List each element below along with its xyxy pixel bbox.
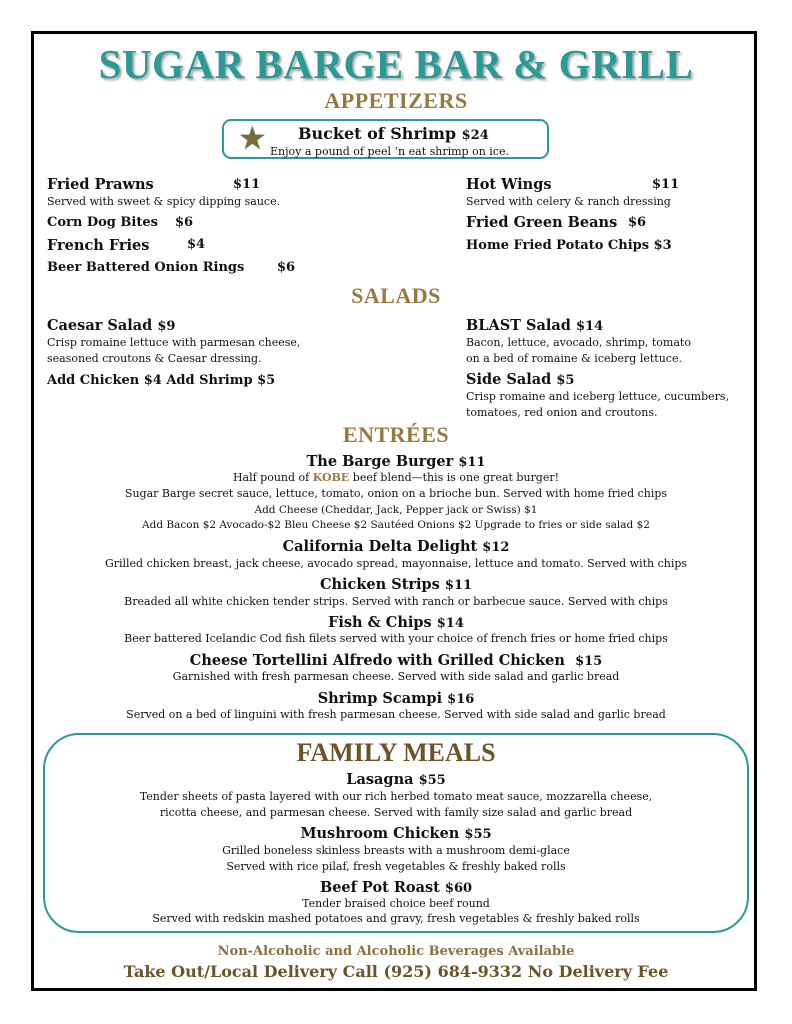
featured-item-name: Bucket of Shrimp $24 [298, 124, 489, 143]
menu-item-name: Beer Battered Onion Rings [47, 260, 245, 275]
family-meal-name: Lasagna $55 [346, 771, 446, 788]
family-meal-description: Served with rice pilaf, fresh vegetables & freshly baked rolls [226, 860, 566, 873]
entrees-heading: ENTRÉES [342, 422, 450, 447]
family-meal-name: Mushroom Chicken $55 [300, 825, 492, 842]
entree-name: California Delta Delight $12 [282, 538, 510, 555]
entree-description: Grilled chicken breast, jack cheese, avocado spread, mayonnaise, lettuce and tomato. Served with chips [104, 557, 688, 570]
menu-item-description: on a bed of romaine & iceberg lettuce. [466, 352, 682, 365]
menu-item-name: Fried Prawns [47, 176, 154, 193]
family-meal-description: ricotta cheese, and parmesan cheese. Served with family size salad and garlic bread [159, 806, 633, 819]
family-meal-description: Served with redskin mashed potatoes and gravy, fresh vegetables & freshly baked rolls [152, 912, 640, 925]
burger-addons: Add Bacon $2 Avocado-$2 Bleu Cheese $2 Sautéed Onions $2 Upgrade to fries or side salad $2 [142, 519, 650, 531]
burger-addons: Add Cheese (Cheddar, Jack, Pepper jack or Swiss) $1 [254, 504, 538, 516]
menu-item-name: Fried Green Beans [466, 214, 618, 231]
salad-addons: Add Chicken $4 Add Shrimp $5 [47, 373, 276, 388]
menu-item-description: Served with sweet & spicy dipping sauce. [47, 195, 281, 208]
appetizers-heading: APPETIZERS [324, 88, 468, 113]
entree-name: Fish & Chips $14 [328, 614, 464, 631]
menu-item-name: Hot Wings [466, 176, 552, 193]
menu-item-description: tomatoes, red onion and croutons. [466, 406, 658, 419]
menu-item-name: Home Fried Potato Chips $3 [466, 238, 672, 253]
family-meal-name: Beef Pot Roast $60 [319, 879, 473, 896]
menu-item-price: $4 [187, 237, 206, 252]
entree-name: Chicken Strips $11 [319, 576, 473, 593]
featured-item-description: Enjoy a pound of peel ‘n eat shrimp on ice. [270, 145, 509, 158]
entree-description: Breaded all white chicken tender strips. Served with ranch or barbecue sauce. Served with chips [124, 595, 668, 608]
family-meal-description: Tender sheets of pasta layered with our rich herbed tomato meat sauce, mozzarella cheese, [139, 790, 653, 803]
menu-item-price: $11 [652, 177, 680, 192]
menu-item-description: Crisp romaine and iceberg lettuce, cucumbers, [466, 390, 730, 403]
family-meals-heading: FAMILY MEALS [296, 738, 496, 767]
entree-description: Beer battered Icelandic Cod fish filets served with your choice of french fries or home fried chips [124, 632, 668, 645]
entree-description: Half pound of KOBE beef blend—this is one great burger! [232, 471, 560, 484]
menu-item-name: French Fries [47, 237, 150, 254]
entree-name: Shrimp Scampi $16 [317, 690, 475, 707]
menu-item-name: BLAST Salad $14 [466, 317, 604, 334]
entree-description: Sugar Barge secret sauce, lettuce, tomato, onion on a brioche bun. Served with home fried chips [124, 487, 668, 500]
menu-item-price: $6 [277, 260, 296, 275]
menu-item-price: $11 [233, 177, 261, 192]
star-icon: ★ [238, 119, 267, 157]
menu-item-description: Crisp romaine lettuce with parmesan cheese, [47, 336, 301, 349]
restaurant-title: SUGAR BARGE BAR & GRILL [98, 41, 694, 87]
menu-item-name: Side Salad $5 [466, 371, 575, 388]
menu-item-description: seasoned croutons & Caesar dressing. [47, 352, 262, 365]
entree-description: Garnished with fresh parmesan cheese. Served with side salad and garlic bread [172, 670, 620, 683]
menu-item-name: Caesar Salad $9 [47, 317, 176, 334]
family-meal-description: Grilled boneless skinless breasts with a mushroom demi-glace [222, 844, 570, 857]
salads-heading: SALADS [351, 283, 441, 308]
menu-item-name: Corn Dog Bites [47, 215, 158, 230]
entree-description: Served on a bed of linguini with fresh parmesan cheese. Served with side salad and garlic bread [126, 708, 666, 721]
family-meal-description: Tender braised choice beef round [302, 897, 490, 910]
menu-item-description: Served with celery & ranch dressing [466, 195, 671, 208]
menu-item-price: $6 [628, 215, 647, 230]
delivery-info: Take Out/Local Delivery Call (925) 684-9332 No Delivery Fee [123, 962, 669, 981]
entree-name: Cheese Tortellini Alfredo with Grilled Chicken $15 [189, 652, 603, 669]
entree-name: The Barge Burger $11 [306, 453, 486, 470]
beverages-note: Non-Alcoholic and Alcoholic Beverages Available [217, 944, 575, 959]
menu-item-description: Bacon, lettuce, avocado, shrimp, tomato [466, 336, 691, 349]
menu-item-price: $6 [175, 215, 194, 230]
featured-item-price: $24 [461, 128, 489, 143]
